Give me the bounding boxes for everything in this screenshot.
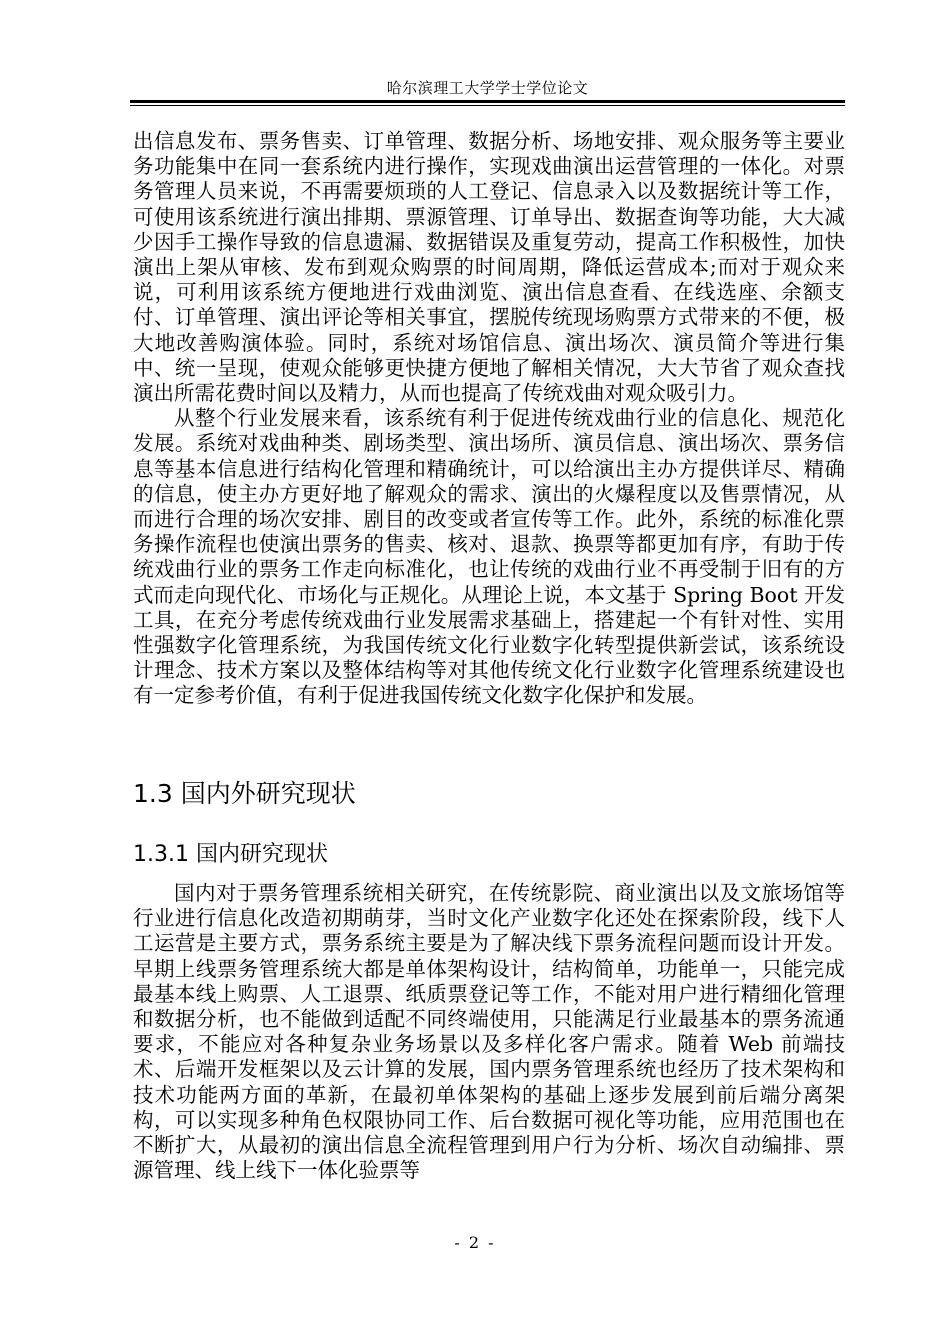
paragraph: 国内对于票务管理系统相关研究，在传统影院、商业演出以及文旅场馆等行业进行信息化改造初期萌芽，当时文化产业数字化还处在探索阶段，线下人工运营是主要方式，票务系统主要是为了解决线下票务流程问题而设计开发。早期上线票务管理系统大都是单体架构设计，结构简单，功能单一，只能完成最基本线上购票、人工退票、纸质票登记等工作，不能对用户进行精细化管理和数据分析，也不能做到适配不同终端使用，只能满足行业最基本的票务流通要求，不能应对各种复杂业务场景以及多样化客户需求。随着 Web 前端技术、后端开发框架以及云计算的发展，国内票务管理系统也经历了技术架构和技术功能两方面的革新，在最初单体架构的基础上逐步发展到前后端分离架构，可以实现多种角色权限协同工作、后台数据可视化等功能，应用范围也在不断扩大，从最初的演出信息全流程管理到用户行为分析、场次自动编排、票源管理、线上线下一体化验票等 — [133, 881, 845, 1183]
section-1-2-body — [133, 129, 845, 709]
header-rule-thick — [130, 100, 845, 103]
section-heading-1-3: 1.3 国内外研究现状 — [133, 779, 356, 808]
subsection-heading-1-3-1: 1.3.1 国内研究现状 — [133, 842, 328, 867]
page-number: - 2 - — [454, 1233, 496, 1252]
header-rule-thin — [130, 105, 845, 106]
paragraph: 从整个行业发展来看，该系统有利于促进传统戏曲行业的信息化、规范化发展。系统对戏曲种类、剧场类型、演出场所、演员信息、演出场次、票务信息等基本信息进行结构化管理和精确统计，可以给演出主办方提供详尽、精确的信息，使主办方更好地了解观众的需求、演出的火爆程度以及售票情况，从而进行合理的场次安排、剧目的改变或者宣传等工作。此外，系统的标准化票务操作流程也使演出票务的售卖、核对、退款、换票等都更加有序，有助于传统戏曲行业的票务工作走向标准化，也让传统的戏曲行业不再受制于旧有的方式而走向现代化、市场化与正规化。从理论上说，本文基于 Spring Boot 开发工具，在充分考虑传统戏曲行业发展需求基础上，搭建起一个有针对性、实用性强数字化管理系统，为我国传统文化行业数字化转型提供新尝试，该系统设计理念、技术方案以及整体结构等对其他传统文化行业数字化管理系统建设也有一定参考价值，有利于促进我国传统文化数字化保护和发展。 — [133, 406, 845, 708]
running-header: 哈尔滨理工大学学士学位论文 — [386, 79, 589, 97]
section-1-3-1-body — [133, 881, 845, 1183]
paragraph-continued: 出信息发布、票务售卖、订单管理、数据分析、场地安排、观众服务等主要业务功能集中在同一套系统内进行操作，实现戏曲演出运营管理的一体化。对票务管理人员来说，不再需要烦琐的人工登记、信息录入以及数据统计等工作，可使用该系统进行演出排期、票源管理、订单导出、数据查询等功能，大大减少因手工操作导致的信息遗漏、数据错误及重复劳动，提高工作积极性，加快演出上架从审核、发布到观众购票的时间周期，降低运营成本;而对于观众来说，可利用该系统方便地进行戏曲浏览、演出信息查看、在线选座、余额支付、订单管理、演出评论等相关事宜，摆脱传统现场购票方式带来的不便，极大地改善购演体验。同时，系统对场馆信息、演出场次、演员简介等进行集中、统一呈现，使观众能够更快捷方便地了解相关情况，大大节省了观众查找演出所需花费时间以及精力，从而也提高了传统戏曲对观众吸引力。 — [133, 129, 845, 406]
